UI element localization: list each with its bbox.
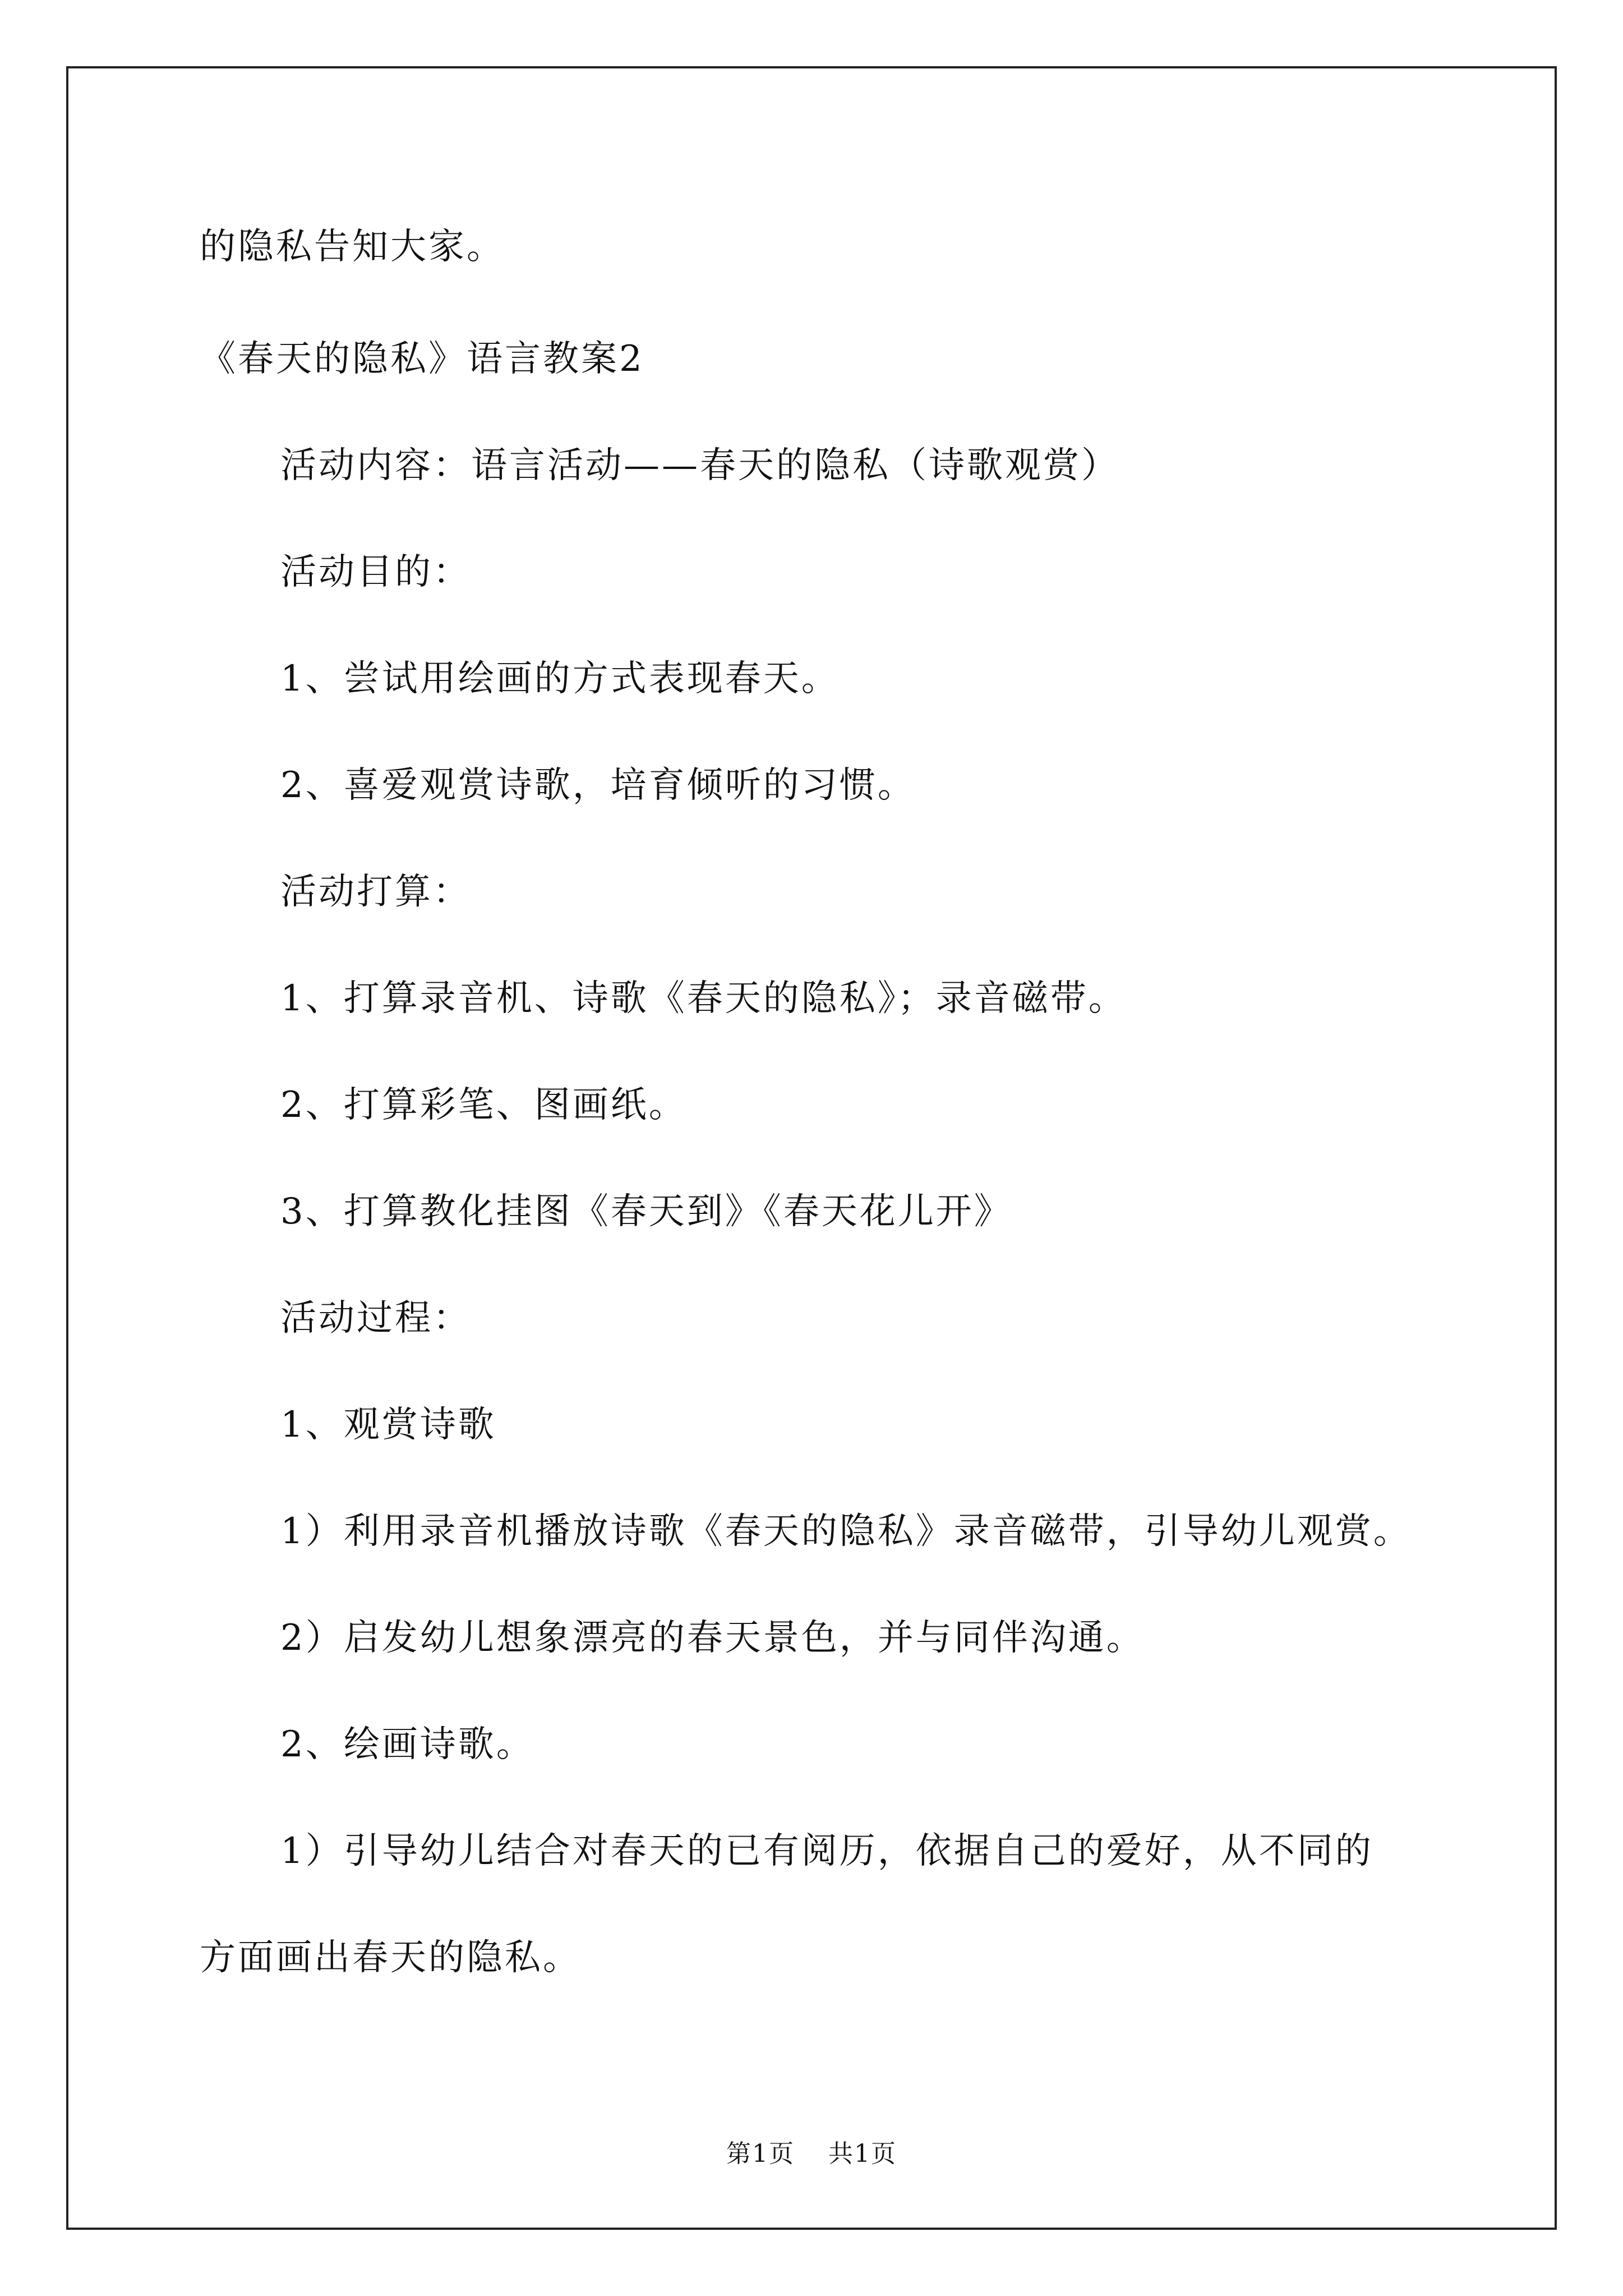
text-line-activity-process: 活动过程： xyxy=(280,1297,471,1339)
text-line-process-2-1-cont: 方面画出春天的隐私。 xyxy=(200,1937,581,1978)
text-line-goal-2: 2、喜爱观赏诗歌，培育倾听的习惯。 xyxy=(280,765,916,806)
text-line-prep-2: 2、打算彩笔、图画纸。 xyxy=(280,1084,687,1126)
text-line-prep-1: 1、打算录音机、诗歌《春天的隐私》；录音磁带。 xyxy=(280,978,1127,1019)
text-line-process-1-1: 1）利用录音机播放诗歌《春天的隐私》录音磁带，引导幼儿观赏。 xyxy=(280,1511,1412,1552)
text-line-process-2: 2、绘画诗歌。 xyxy=(280,1724,534,1765)
text-line-goal-1: 1、尝试用绘画的方式表现春天。 xyxy=(280,658,840,700)
text-line-prep-3: 3、打算教化挂图《春天到》《春天花儿开》 xyxy=(280,1191,1012,1232)
page-footer xyxy=(0,2137,1623,2171)
text-line-process-1: 1、观赏诗歌 xyxy=(280,1404,496,1446)
page-total: 共1页 xyxy=(828,2139,897,2168)
text-line-activity-prep: 活动打算： xyxy=(280,871,471,913)
text-line-activity-content: 活动内容：语言活动——春天的隐私（诗歌观赏） xyxy=(280,445,1119,486)
page-number: 第1页 xyxy=(726,2139,795,2168)
text-line-process-2-1: 1）引导幼儿结合对春天的已有阅历，依据自己的爱好，从不同的 xyxy=(280,1830,1373,1872)
section-heading: 《春天的隐私》语言教案2 xyxy=(200,338,644,380)
text-line-activity-goal: 活动目的： xyxy=(280,551,471,593)
text-line-1: 的隐私告知大家。 xyxy=(200,226,505,268)
page-border xyxy=(66,66,1557,2230)
text-line-process-1-2: 2）启发幼儿想象漂亮的春天景色，并与同伴沟通。 xyxy=(280,1617,1145,1659)
